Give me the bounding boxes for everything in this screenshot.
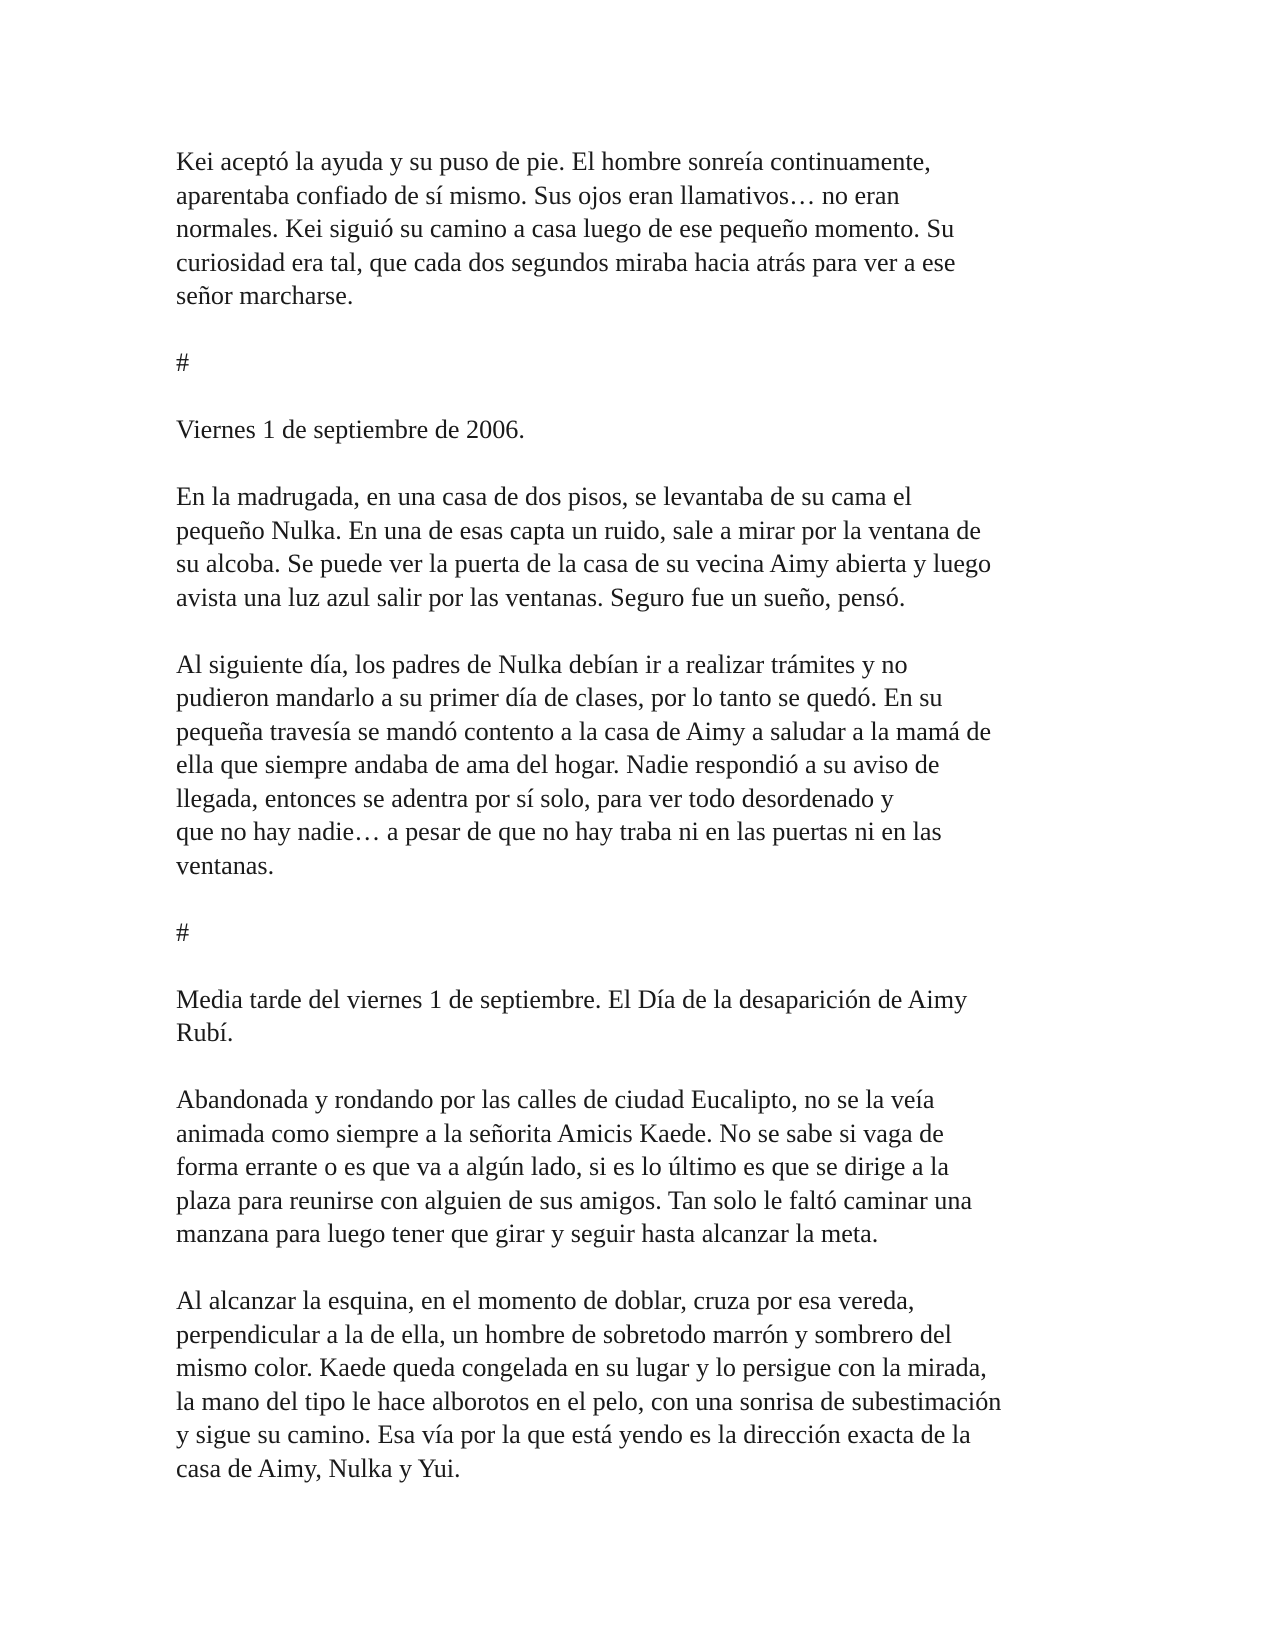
paragraph xyxy=(176,413,1106,447)
text-line: normales. Kei siguió su camino a casa luego de ese pequeño momento. Su xyxy=(176,214,955,243)
text-line: ventanas. xyxy=(176,850,275,880)
text-line: ella que siempre andaba de ama del hogar. Nadie respondió a su aviso de xyxy=(176,750,940,779)
text-line: animada como siempre a la señorita Amicis Kaede. No se sabe si vaga de xyxy=(176,1118,944,1148)
paragraph xyxy=(176,145,1106,313)
section-separator xyxy=(176,916,1106,950)
section-separator xyxy=(176,346,1106,380)
text-line: En la madrugada, en una casa de dos pisos, se levantaba de su cama el xyxy=(176,482,912,511)
text-line: su alcoba. Se puede ver la puerta de la casa de su vecina Aimy abierta y luego xyxy=(176,549,992,578)
text-line: y sigue su camino. Esa vía por la que está yendo es la dirección exacta de la xyxy=(176,1420,971,1449)
text-line: pequeña travesía se mandó contento a la casa de Aimy a saludar a la mamá de xyxy=(176,716,992,746)
paragraph xyxy=(176,648,1106,883)
text-line: curiosidad era tal, que cada dos segundos miraba hacia atrás para ver a ese xyxy=(176,247,956,277)
text-line: # xyxy=(176,348,190,377)
text-line: Rubí. xyxy=(176,1018,234,1047)
text-line: pequeño Nulka. En una de esas capta un ruido, sale a mirar por la ventana de xyxy=(176,515,981,545)
text-line: # xyxy=(176,917,190,947)
text-line: Al siguiente día, los padres de Nulka debían ir a realizar trámites y no xyxy=(176,649,908,679)
text-line: Media tarde del viernes 1 de septiembre. El Día de la desaparición de Aimy xyxy=(176,984,968,1014)
paragraph xyxy=(176,983,1106,1050)
document-body xyxy=(176,145,1106,1519)
text-line: Abandonada y rondando por las calles de ciudad Eucalipto, no se la veía xyxy=(176,1085,935,1114)
paragraph xyxy=(176,1284,1106,1485)
text-line: Viernes 1 de septiembre de 2006. xyxy=(176,415,525,444)
text-line: forma errante o es que va a algún lado, si es lo último es que se dirige a la xyxy=(176,1152,950,1181)
text-line: plaza para reunirse con alguien de sus amigos. Tan solo le faltó caminar una xyxy=(176,1185,973,1215)
text-line: mismo color. Kaede queda congelada en su lugar y lo persigue con la mirada, xyxy=(176,1353,987,1382)
text-line: Al alcanzar la esquina, en el momento de doblar, cruza por esa vereda, xyxy=(176,1286,915,1315)
text-line: señor marcharse. xyxy=(176,281,354,310)
text-line: casa de Aimy, Nulka y Yui. xyxy=(176,1453,461,1483)
text-line: que no hay nadie… a pesar de que no hay traba ni en las puertas ni en las xyxy=(176,817,942,846)
text-line: Kei aceptó la ayuda y su puso de pie. El hombre sonreía continuamente, xyxy=(176,147,931,176)
text-line: manzana para luego tener que girar y seguir hasta alcanzar la meta. xyxy=(176,1219,879,1248)
text-line: pudieron mandarlo a su primer día de clases, por lo tanto se quedó. En su xyxy=(176,683,943,712)
paragraph xyxy=(176,1083,1106,1251)
text-line: la mano del tipo le hace alborotos en el pelo, con una sonrisa de subestimación xyxy=(176,1386,1002,1416)
paragraph xyxy=(176,480,1106,614)
text-line: perpendicular a la de ella, un hombre de sobretodo marrón y sombrero del xyxy=(176,1319,952,1349)
text-line: llegada, entonces se adentra por sí solo, para ver todo desordenado y xyxy=(176,783,894,813)
text-line: avista una luz azul salir por las ventanas. Seguro fue un sueño, pensó. xyxy=(176,582,906,612)
text-line: aparentaba confiado de sí mismo. Sus ojos eran llamativos… no eran xyxy=(176,180,900,210)
